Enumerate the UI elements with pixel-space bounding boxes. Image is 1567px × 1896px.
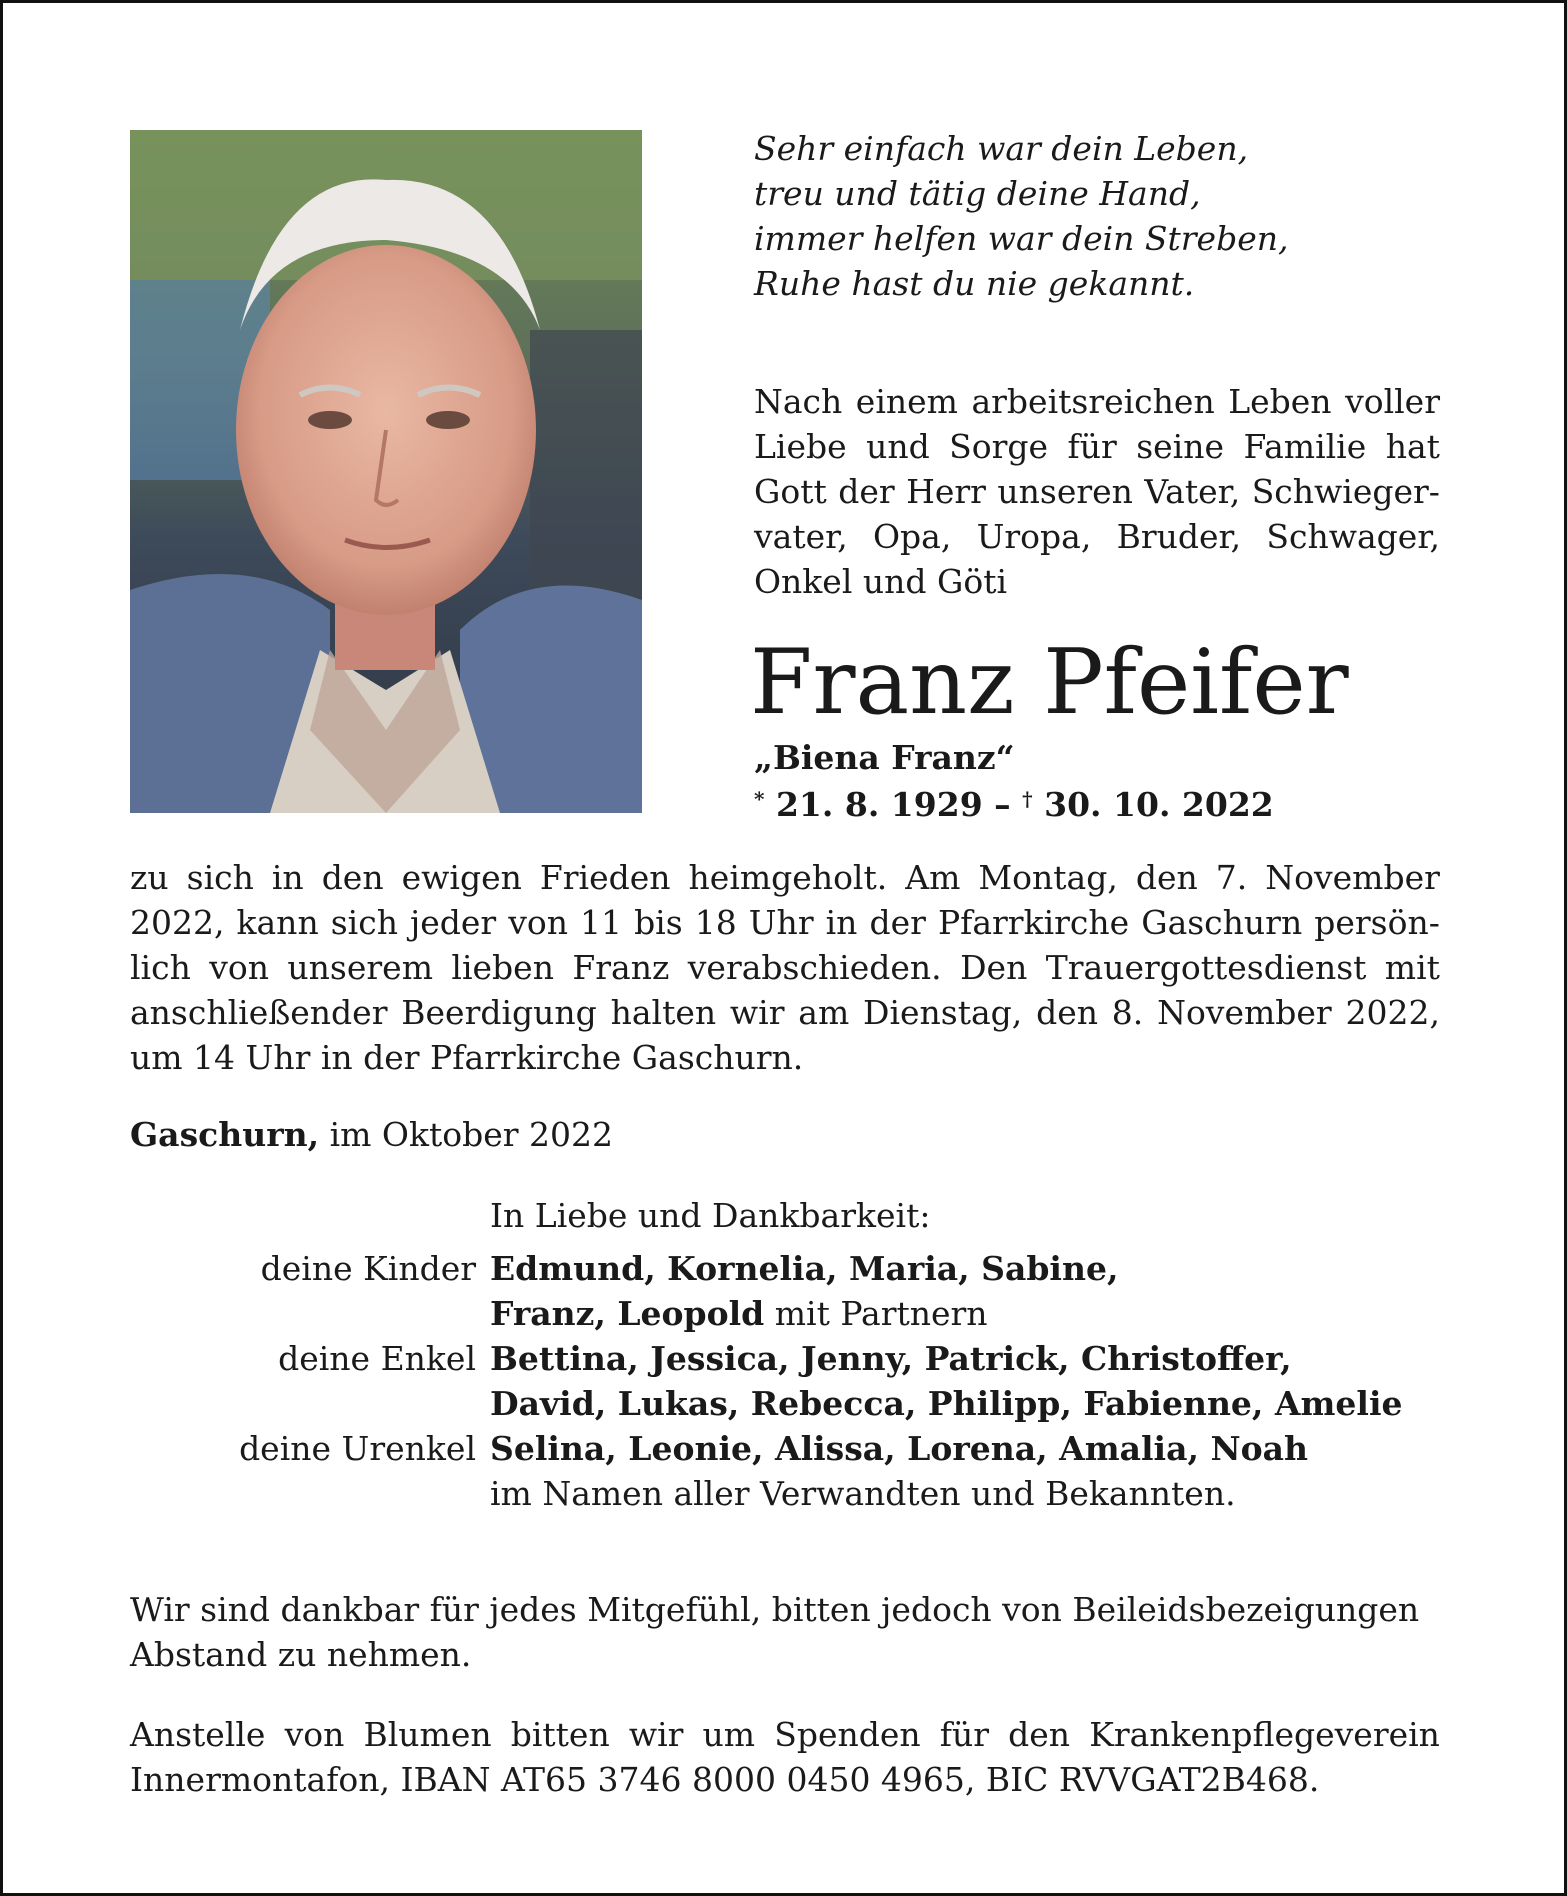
place-name: Gaschurn,	[130, 1115, 320, 1154]
birth-mark: *	[754, 787, 765, 811]
birth-date: 21. 8. 1929 –	[775, 785, 1011, 824]
life-dates	[754, 779, 1274, 825]
intro-line: Liebe und Sorge für seine Familie hat	[754, 427, 1440, 466]
body-line: anschließender Beerdigung halten wir am Dienstag, den 8. November 2022,	[130, 993, 1440, 1032]
intro-line: vater, Opa, Uropa, Bruder, Schwager,	[754, 517, 1440, 556]
kinder-label: deine Kinder	[260, 1249, 476, 1288]
intro-line: Onkel und Göti	[754, 562, 1008, 601]
family-row	[130, 1471, 1460, 1516]
funeral-details	[130, 855, 1440, 1080]
place-date	[130, 1112, 613, 1157]
family-row	[130, 1426, 1460, 1471]
body-line: zu sich in den ewigen Frieden heimgeholt. Am Montag, den 7. November	[130, 858, 1440, 897]
intro-line: Gott der Herr unseren Vater, Schwieger-	[754, 472, 1440, 511]
portrait-photo	[130, 130, 642, 813]
intro-paragraph	[754, 379, 1440, 604]
urenkel-label: deine Urenkel	[239, 1429, 476, 1468]
family-row	[130, 1381, 1460, 1426]
body-line: lich von unserem lieben Franz verabschieden. Den Trauergottesdienst mit	[130, 948, 1440, 987]
family-row	[130, 1291, 1460, 1336]
notice-date: im Oktober 2022	[319, 1115, 613, 1154]
donation-note	[130, 1712, 1440, 1802]
family-closing: im Namen aller Verwandten und Bekannten.	[490, 1474, 1236, 1513]
enkel-label: deine Enkel	[278, 1339, 476, 1378]
kinder-names: Franz, Leopold	[490, 1294, 765, 1333]
deceased-name: Franz Pfeifer	[750, 630, 1349, 735]
family-row	[130, 1246, 1460, 1291]
family-heading: In Liebe und Dankbarkeit:	[490, 1196, 931, 1235]
death-mark: †	[1022, 787, 1033, 811]
memorial-poem	[754, 126, 1454, 306]
enkel-names: Bettina, Jessica, Jenny, Patrick, Christoffer,	[490, 1339, 1292, 1378]
donation-line: Anstelle von Blumen bitten wir um Spenden für den Krankenpflegeverein	[130, 1715, 1440, 1754]
kinder-names: Edmund, Kornelia, Maria, Sabine,	[490, 1249, 1119, 1288]
urenkel-names: Selina, Leonie, Alissa, Lorena, Amalia, Noah	[490, 1429, 1308, 1468]
family-list	[130, 1246, 1460, 1516]
enkel-names: David, Lukas, Rebecca, Philipp, Fabienne, Amelie	[490, 1384, 1403, 1423]
body-line: 2022, kann sich jeder von 11 bis 18 Uhr in der Pfarrkirche Gaschurn persön-	[130, 903, 1440, 942]
poem-line: immer helfen war dein Streben,	[754, 219, 1289, 258]
body-line: um 14 Uhr in der Pfarrkirche Gaschurn.	[130, 1038, 804, 1077]
kinder-suffix: mit Partnern	[764, 1294, 988, 1333]
intro-line: Nach einem arbeitsreichen Leben voller	[754, 382, 1440, 421]
condolence-note: Wir sind dankbar für jedes Mitgefühl, bitten jedoch von Beileidsbezeigungen Abstand zu nehmen.	[130, 1590, 1420, 1674]
deceased-nickname: „Biena Franz“	[754, 738, 1015, 777]
donation-line: Innermontafon, IBAN AT65 3746 8000 0450 4965, BIC RVVGAT2B468.	[130, 1760, 1320, 1799]
poem-line: treu und tätig deine Hand,	[754, 174, 1201, 213]
poem-line: Sehr einfach war dein Leben,	[754, 129, 1249, 168]
family-row	[130, 1336, 1460, 1381]
poem-line: Ruhe hast du nie gekannt.	[754, 264, 1195, 303]
death-date: 30. 10. 2022	[1044, 785, 1274, 824]
